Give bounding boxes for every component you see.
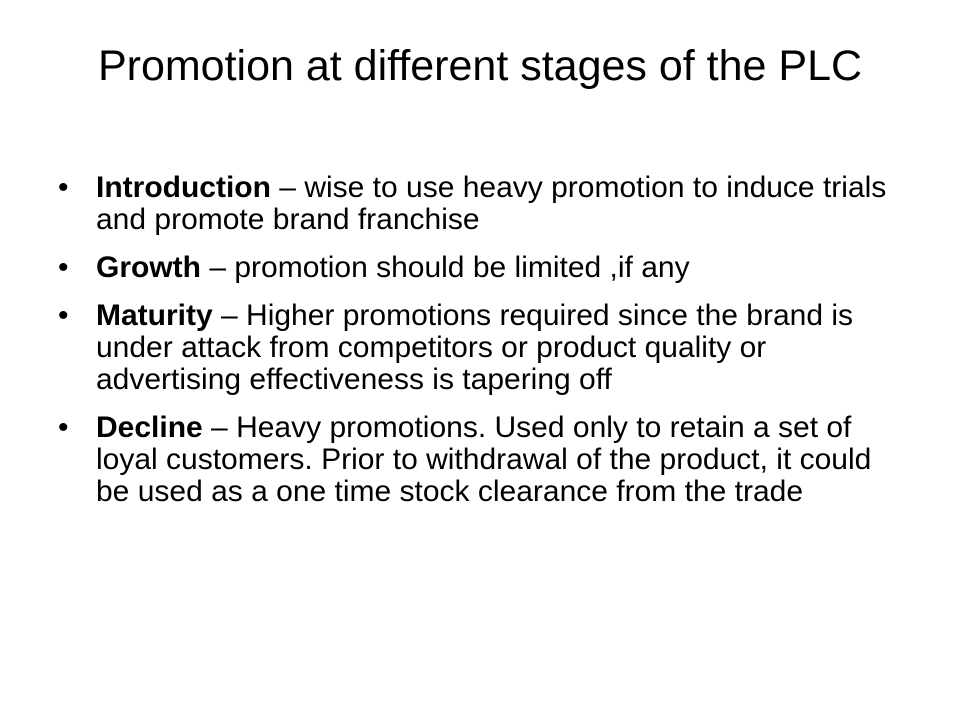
bullet-term: Maturity bbox=[96, 299, 213, 332]
slide-title: Promotion at different stages of the PLC bbox=[97, 42, 863, 90]
bullet-item-growth bbox=[58, 252, 908, 284]
bullet-text: – promotion should be limited ,if any bbox=[201, 251, 690, 284]
bullet-list bbox=[58, 172, 908, 524]
bullet-text: – Heavy promotions. Used only to retain a set of loyal customers. Prior to withdrawal of the product, it could be used as a one time stock clearance from the trade bbox=[96, 411, 872, 508]
bullet-term: Introduction bbox=[96, 171, 271, 204]
bullet-item-introduction bbox=[58, 172, 908, 236]
bullet-text: – wise to use heavy promotion to induce trials and promote brand franchise bbox=[96, 171, 887, 236]
bullet-dot-icon: • bbox=[58, 299, 69, 332]
bullet-item-decline bbox=[58, 412, 908, 508]
bullet-term: Decline bbox=[96, 411, 203, 444]
bullet-term: Growth bbox=[96, 251, 201, 284]
bullet-text: – Higher promotions required since the brand is under attack from competitors or product quality or advertising effectiveness is tapering off bbox=[96, 299, 854, 396]
bullet-dot-icon: • bbox=[58, 251, 69, 284]
bullet-dot-icon: • bbox=[58, 171, 69, 204]
bullet-item-maturity bbox=[58, 300, 908, 396]
bullet-dot-icon: • bbox=[58, 411, 69, 444]
